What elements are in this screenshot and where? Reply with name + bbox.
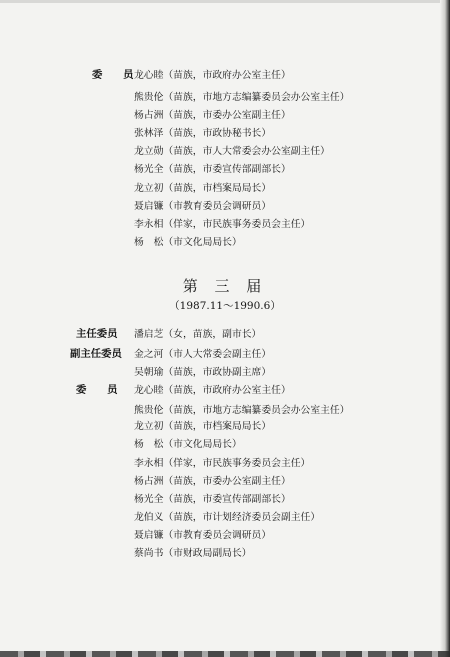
member-entry: [134, 402, 350, 419]
member-text: 张林泽（苗族，市政协秘书长）: [134, 128, 272, 139]
member-text: 潘启芝（女，苗族，副市长）: [134, 329, 262, 340]
member-text: 杨 松（市文化局局长）: [134, 237, 242, 248]
member-text: 杨占洲（苗族，市委办公室副主任）: [134, 110, 291, 121]
member-entry: [134, 180, 271, 197]
member-entry: [134, 527, 271, 544]
member-entry: [134, 509, 320, 526]
role-label-text: 委 员: [76, 384, 118, 396]
member-text: 龙伯义（苗族，市计划经济委员会副主任）: [134, 512, 321, 523]
member-entry: [134, 89, 350, 106]
member-text: 李永相（佯家，市民族事务委员会主任）: [134, 458, 311, 469]
member-text: 聂启镰（市教育委员会调研员）: [134, 530, 272, 541]
member-text: 龙立初（苗族，市档案局局长）: [134, 183, 272, 194]
scan-top-edge: [0, 0, 450, 3]
member-text: 蔡尚书（市财政局副局长）: [134, 548, 252, 559]
role-label-text: 委 员: [92, 69, 134, 81]
member-entry: [134, 216, 310, 233]
member-text: 金之河（市人大常委会副主任）: [134, 349, 272, 360]
member-entry: [134, 198, 271, 215]
member-entry: [134, 491, 291, 508]
member-entry: [134, 234, 242, 251]
member-text: 杨光全（苗族，市委宣传部副部长）: [134, 164, 291, 175]
scan-bottom-edge: [0, 651, 450, 657]
member-entry: [134, 346, 271, 363]
member-entry: [134, 125, 271, 142]
member-entry: [134, 418, 271, 435]
member-entry: [134, 161, 291, 178]
role-label-text: 副主任委员: [70, 348, 122, 360]
member-entry: [134, 436, 242, 453]
member-text: 杨占洲（苗族，市委办公室副主任）: [134, 476, 291, 487]
member-entry: [134, 473, 291, 490]
member-text: 龙心睦（苗族，市政府办公室主任）: [134, 385, 291, 396]
member-entry: [134, 67, 291, 84]
section-period: （1987.11～1990.6）: [169, 300, 281, 312]
member-entry: [134, 107, 291, 124]
role-label-text: 主任委员: [76, 328, 118, 340]
section-title: 第 三 届: [182, 277, 268, 295]
member-text: 熊贵伦（苗族，市地方志编纂委员会办公室主任）: [134, 92, 350, 103]
member-text: 杨 松（市文化局局长）: [134, 439, 242, 450]
member-entry: [134, 143, 330, 160]
member-entry: [134, 364, 271, 381]
member-text: 熊贵伦（苗族，市地方志编纂委员会办公室主任）: [134, 405, 350, 416]
member-text: 聂启镰（市教育委员会调研员）: [134, 201, 272, 212]
member-text: 龙立初（苗族，市档案局局长）: [134, 421, 272, 432]
member-text: 李永相（佯家，市民族事务委员会主任）: [134, 219, 311, 230]
member-entry: [134, 455, 310, 472]
scan-right-edge: [440, 0, 450, 657]
member-text: 吴朝瑜（苗族，市政协副主席）: [134, 367, 272, 378]
member-entry: [134, 326, 261, 343]
member-entry: [134, 382, 291, 399]
member-entry: [134, 545, 252, 562]
member-text: 杨光全（苗族，市委宣传部副部长）: [134, 494, 291, 505]
member-text: 龙立勋（苗族，市人大常委会办公室副主任）: [134, 146, 330, 157]
member-text: 龙心睦（苗族，市政府办公室主任）: [134, 70, 291, 81]
